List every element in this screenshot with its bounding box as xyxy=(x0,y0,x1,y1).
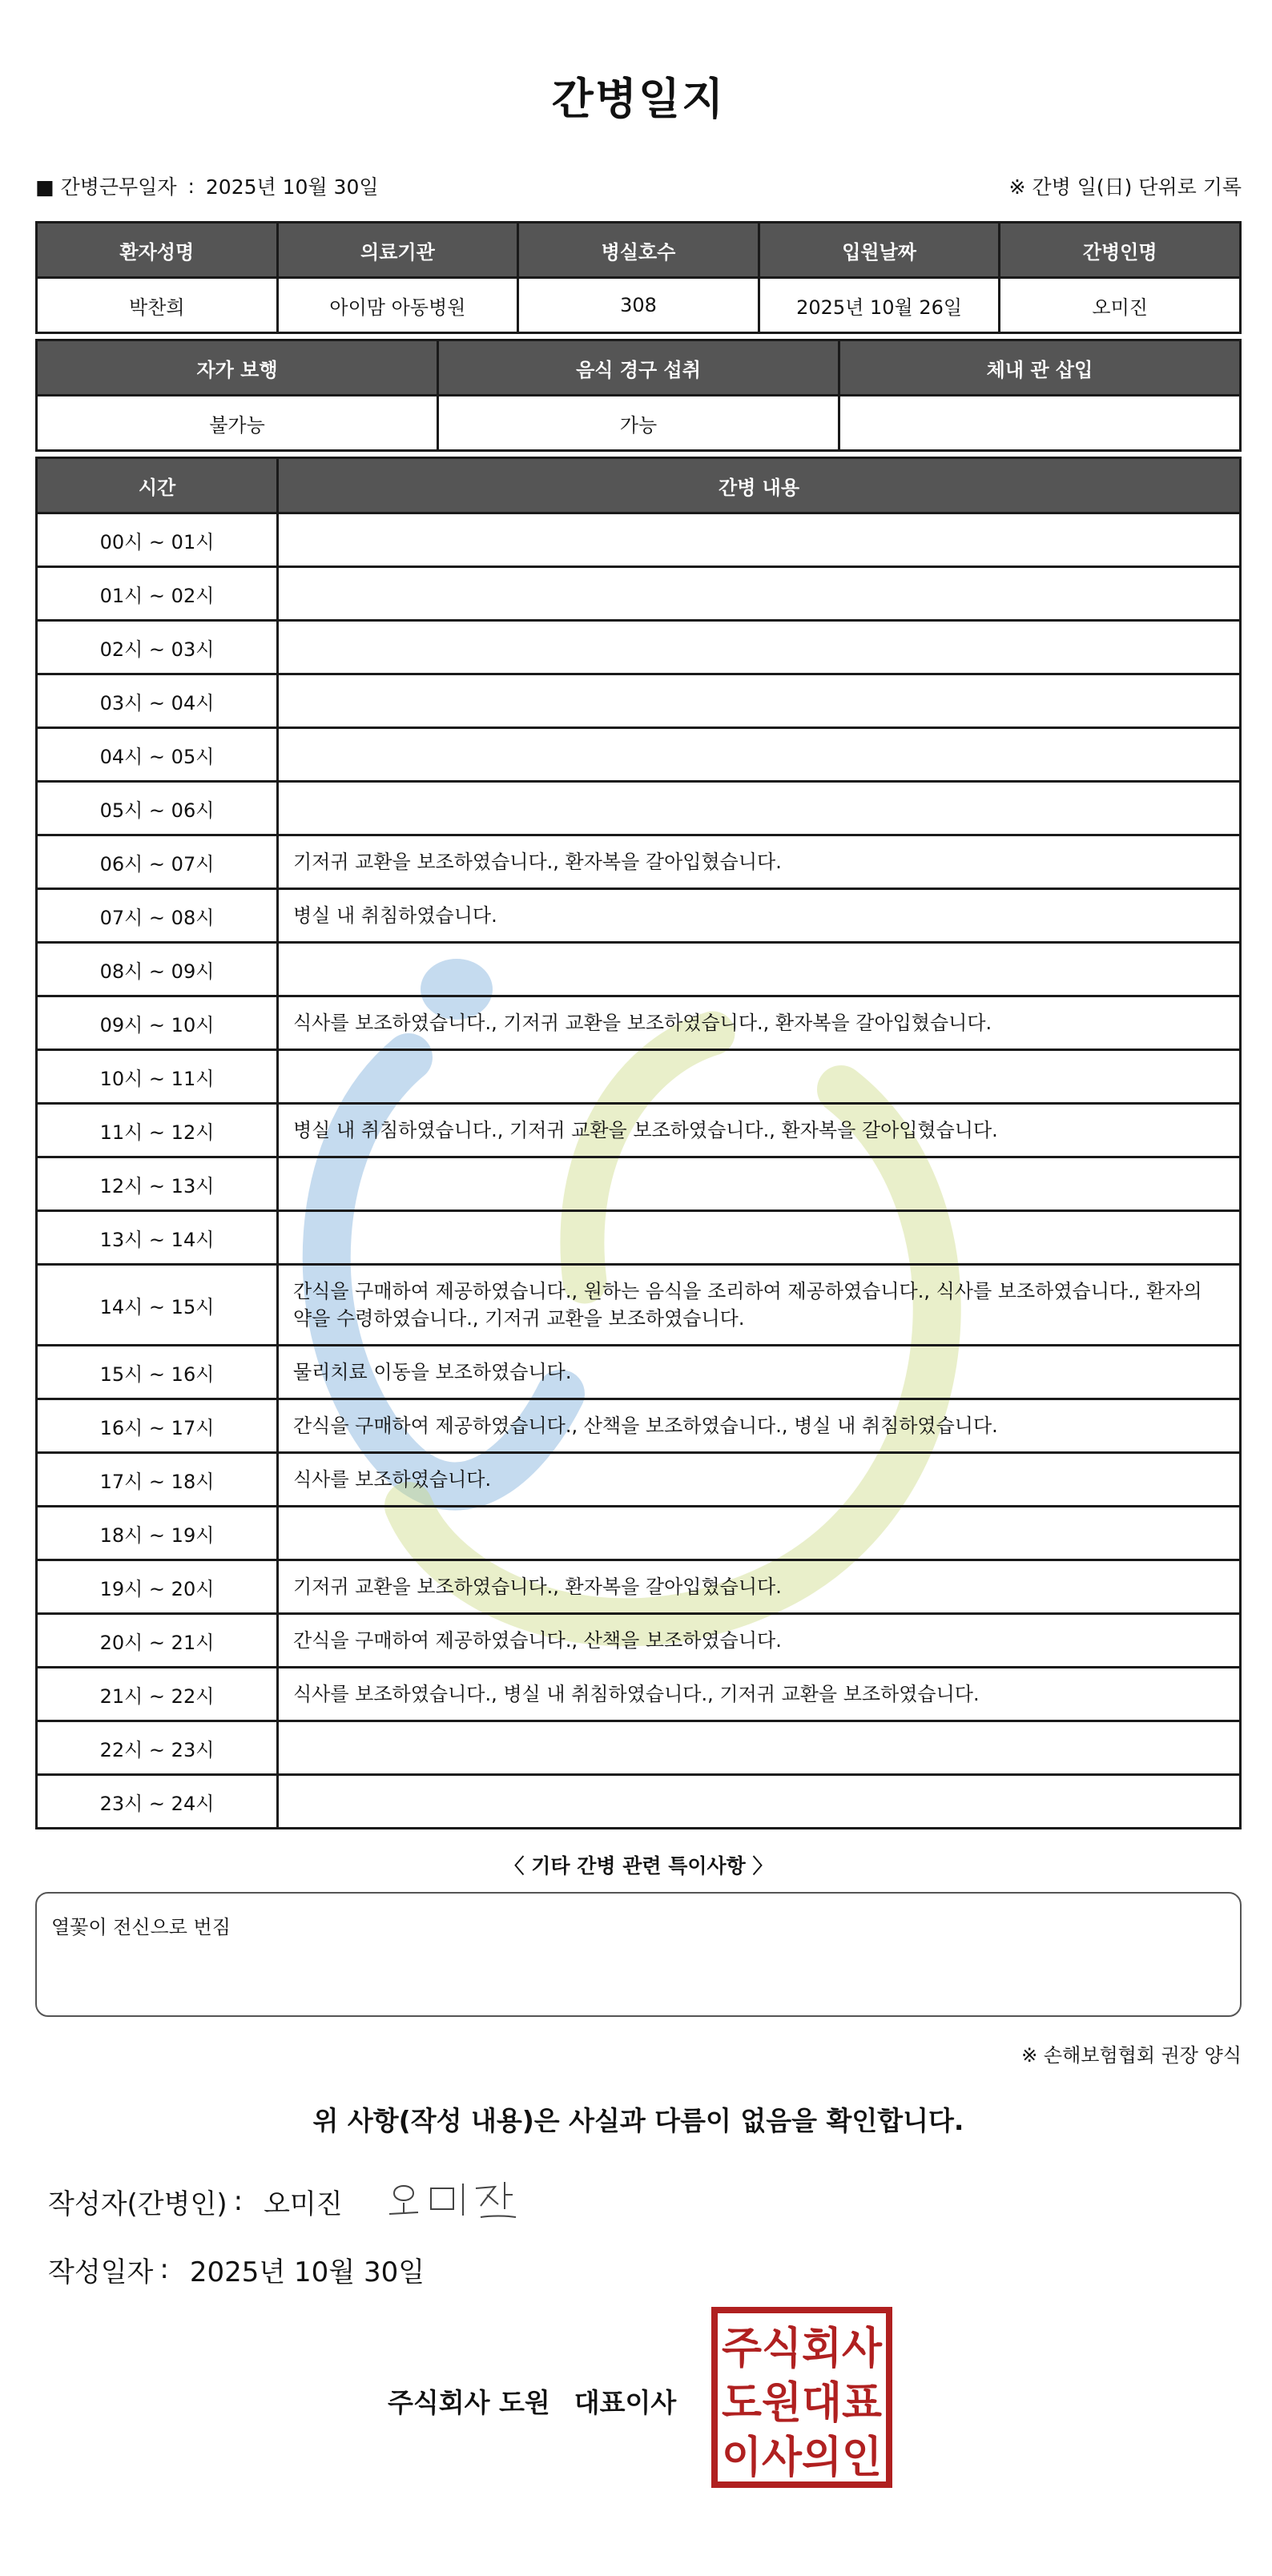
care-log-row xyxy=(37,889,1241,943)
care-log-content xyxy=(278,1211,1241,1265)
handwritten-signature xyxy=(386,2177,522,2225)
care-log-time: 14시 ~ 15시 xyxy=(37,1265,278,1346)
hospital-name: 아이맘 아동병원 xyxy=(277,278,518,333)
writer-name: 오미진 xyxy=(264,2188,343,2220)
company-line xyxy=(388,2382,676,2420)
page-title: 간병일지 xyxy=(551,74,726,124)
care-log-time: 08시 ~ 09시 xyxy=(37,943,278,996)
patient-info-header-row xyxy=(37,223,1241,278)
care-log-row xyxy=(37,1157,1241,1211)
care-log-row xyxy=(37,728,1241,782)
admission-date: 2025년 10월 26일 xyxy=(759,278,1000,333)
care-log-content: 물리치료 이동을 보조하였습니다. xyxy=(278,1346,1241,1399)
care-log-content: 병실 내 취침하였습니다. xyxy=(278,889,1241,943)
care-log-row xyxy=(37,1668,1241,1721)
care-log-row xyxy=(37,1050,1241,1104)
care-log-row xyxy=(37,943,1241,996)
footer xyxy=(35,2305,1242,2498)
care-log-time: 20시 ~ 21시 xyxy=(37,1614,278,1668)
care-log-row xyxy=(37,1721,1241,1775)
care-log-time: 16시 ~ 17시 xyxy=(37,1399,278,1453)
care-log-time: 23시 ~ 24시 xyxy=(37,1775,278,1829)
care-log-row xyxy=(37,1104,1241,1157)
care-log-content xyxy=(278,621,1241,674)
care-log-row xyxy=(37,1211,1241,1265)
care-log-row xyxy=(37,1614,1241,1668)
header-admission-date: 입원날짜 xyxy=(759,223,1000,278)
care-log-time: 21시 ~ 22시 xyxy=(37,1668,278,1721)
care-log-time: 01시 ~ 02시 xyxy=(37,567,278,621)
care-log-row xyxy=(37,1775,1241,1829)
written-date-value: 2025년 10월 30일 xyxy=(189,2256,425,2288)
care-log-content: 간식을 구매하여 제공하였습니다., 원하는 음식을 조리하여 제공하였습니다., 식사를 보조하였습니다., 환자의 약을 수령하였습니다., 기저귀 교환을 보조하였습니다. xyxy=(278,1265,1241,1346)
care-log-document xyxy=(35,0,1242,2498)
care-log-content xyxy=(278,943,1241,996)
care-log-row xyxy=(37,996,1241,1050)
walking-status: 불가능 xyxy=(37,396,438,451)
care-log-content: 병실 내 취침하였습니다., 기저귀 교환을 보조하였습니다., 환자복을 갈아입혔습니다. xyxy=(278,1104,1241,1157)
patient-status-value-row xyxy=(37,396,1241,451)
header-tube: 체내 관 삽입 xyxy=(839,340,1241,396)
care-log-content: 식사를 보조하였습니다., 병실 내 취침하였습니다., 기저귀 교환을 보조하였습니다. xyxy=(278,1668,1241,1721)
care-log-row xyxy=(37,1265,1241,1346)
care-log-content: 식사를 보조하였습니다., 기저귀 교환을 보조하였습니다., 환자복을 갈아입혔습니다. xyxy=(278,996,1241,1050)
notes-title: 〈 기타 간병 관련 특이사항 〉 xyxy=(504,1854,773,1878)
seal-line-2: 도원대표 xyxy=(722,2377,882,2428)
care-log-header-row xyxy=(37,458,1241,513)
work-date xyxy=(35,171,379,200)
meta-row xyxy=(35,170,1242,202)
work-date-label: ■ 간병근무일자 xyxy=(35,175,177,199)
patient-name: 박찬희 xyxy=(37,278,278,333)
patient-info-table xyxy=(35,221,1242,334)
care-log-content xyxy=(278,567,1241,621)
care-log-time: 03시 ~ 04시 xyxy=(37,674,278,728)
notes-text: 열꽃이 전신으로 번짐 xyxy=(51,1916,231,1938)
care-log-content xyxy=(278,1775,1241,1829)
care-log-content xyxy=(278,513,1241,567)
seal-line-3: 이사의인 xyxy=(722,2432,882,2482)
caregiver-name: 오미진 xyxy=(1000,278,1241,333)
care-log-time: 19시 ~ 20시 xyxy=(37,1560,278,1614)
written-date-row xyxy=(48,2249,1242,2289)
care-log-content: 기저귀 교환을 보조하였습니다., 환자복을 갈아입혔습니다. xyxy=(278,835,1241,889)
care-log-time: 11시 ~ 12시 xyxy=(37,1104,278,1157)
care-log-time: 04시 ~ 05시 xyxy=(37,728,278,782)
care-log-content xyxy=(278,1050,1241,1104)
care-log-row xyxy=(37,1560,1241,1614)
patient-info-value-row xyxy=(37,278,1241,333)
header-time: 시간 xyxy=(37,458,278,513)
care-log-row xyxy=(37,513,1241,567)
notes-box xyxy=(35,1892,1242,2017)
header-hospital: 의료기관 xyxy=(277,223,518,278)
care-log-content: 식사를 보조하였습니다. xyxy=(278,1453,1241,1507)
care-log-time: 06시 ~ 07시 xyxy=(37,835,278,889)
written-date-sep: : xyxy=(159,2253,169,2285)
care-log-time: 05시 ~ 06시 xyxy=(37,782,278,835)
header-caregiver: 간병인명 xyxy=(1000,223,1241,278)
care-log-row xyxy=(37,621,1241,674)
care-log-content xyxy=(278,728,1241,782)
company-title: 대표이사 xyxy=(574,2387,677,2418)
writer-sep: : xyxy=(233,2185,244,2217)
care-log-row xyxy=(37,1507,1241,1560)
header-content: 간병 내용 xyxy=(278,458,1241,513)
oral-intake-status: 가능 xyxy=(438,396,839,451)
writer-row xyxy=(48,2177,1242,2225)
care-log-time: 15시 ~ 16시 xyxy=(37,1346,278,1399)
care-log-row xyxy=(37,835,1241,889)
care-log-row xyxy=(37,1399,1241,1453)
care-log-content xyxy=(278,1721,1241,1775)
care-log-time: 10시 ~ 11시 xyxy=(37,1050,278,1104)
care-log-time: 13시 ~ 14시 xyxy=(37,1211,278,1265)
header-walking: 자가 보행 xyxy=(37,340,438,396)
care-log-content xyxy=(278,782,1241,835)
work-date-value: 2025년 10월 30일 xyxy=(205,175,379,199)
care-log-row xyxy=(37,1346,1241,1399)
care-log-time: 09시 ~ 10시 xyxy=(37,996,278,1050)
confirmation-statement: 위 사항(작성 내용)은 사실과 다름이 없음을 확인합니다. xyxy=(312,2105,964,2136)
care-log-time: 12시 ~ 13시 xyxy=(37,1157,278,1211)
care-log-content: 기저귀 교환을 보조하였습니다., 환자복을 갈아입혔습니다. xyxy=(278,1560,1241,1614)
care-log-row xyxy=(37,674,1241,728)
room-number: 308 xyxy=(518,278,759,333)
seal-line-1: 주식회사 xyxy=(722,2323,883,2373)
care-log-time: 17시 ~ 18시 xyxy=(37,1453,278,1507)
header-patient-name: 환자성명 xyxy=(37,223,278,278)
care-log-row xyxy=(37,1453,1241,1507)
care-log-content: 간식을 구매하여 제공하였습니다., 산책을 보조하였습니다. xyxy=(278,1614,1241,1668)
written-date-label: 작성일자 xyxy=(48,2256,154,2288)
company-seal-stamp xyxy=(710,2305,894,2489)
care-log-body xyxy=(37,513,1241,1829)
care-log-time: 02시 ~ 03시 xyxy=(37,621,278,674)
patient-status-table xyxy=(35,339,1242,452)
tube-status xyxy=(839,396,1241,451)
care-log-content xyxy=(278,1157,1241,1211)
form-note: ※ 손해보험협회 권장 양식 xyxy=(1021,2044,1242,2067)
care-log-time: 07시 ~ 08시 xyxy=(37,889,278,943)
care-log-time: 00시 ~ 01시 xyxy=(37,513,278,567)
header-oral-intake: 음식 경구 섭취 xyxy=(438,340,839,396)
care-log-content xyxy=(278,1507,1241,1560)
patient-status-header-row xyxy=(37,340,1241,396)
care-log-row xyxy=(37,782,1241,835)
header-room: 병실호수 xyxy=(518,223,759,278)
care-log-time: 22시 ~ 23시 xyxy=(37,1721,278,1775)
care-log-content: 간식을 구매하여 제공하였습니다., 산책을 보조하였습니다., 병실 내 취침하였습니다. xyxy=(278,1399,1241,1453)
work-date-sep: : xyxy=(187,174,195,198)
care-log-time: 18시 ~ 19시 xyxy=(37,1507,278,1560)
care-log-content xyxy=(278,674,1241,728)
unit-note: ※ 간병 일(日) 단위로 기록 xyxy=(1008,175,1242,199)
company-name: 주식회사 도원 xyxy=(388,2387,550,2418)
care-log-table xyxy=(35,457,1242,1829)
writer-label: 작성자(간병인) xyxy=(48,2188,227,2220)
care-log-row xyxy=(37,567,1241,621)
